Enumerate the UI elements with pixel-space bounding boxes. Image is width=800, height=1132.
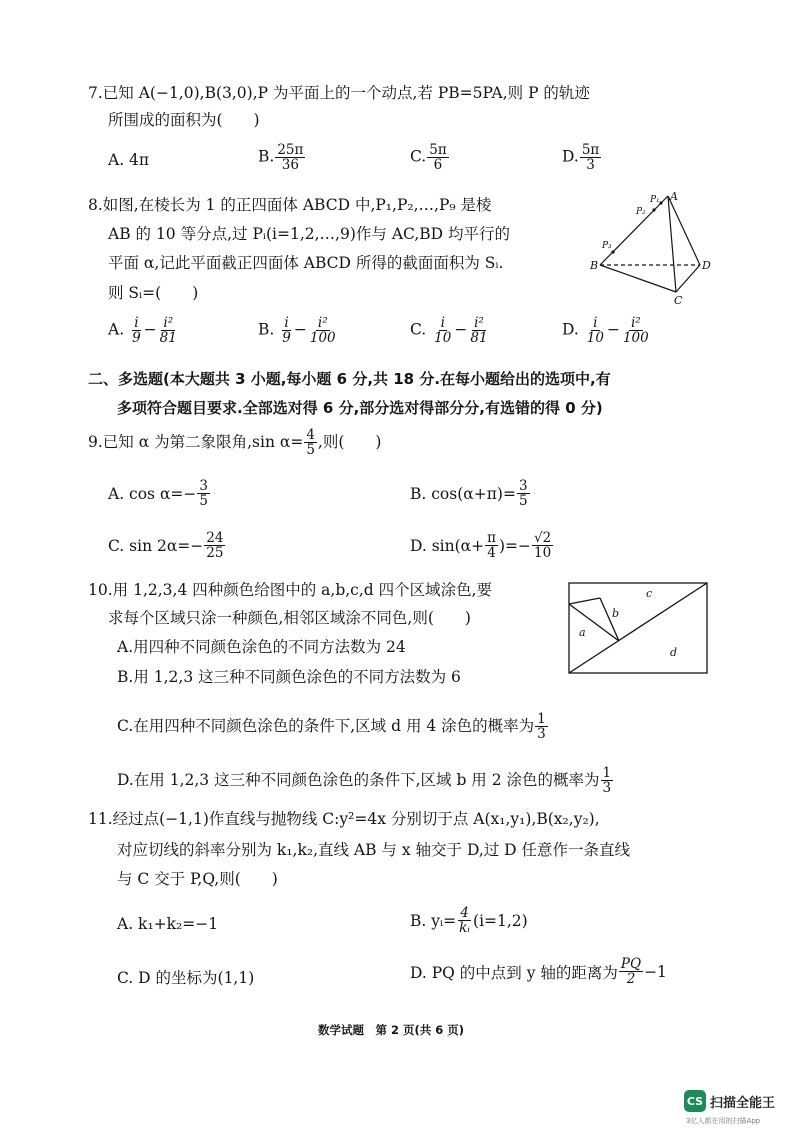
- q7-option-d: D. $\frac{5\pi}{3}$: [562, 142, 600, 174]
- q10-option-a: A.用四种不同颜色涂色的不同方法数为 24: [117, 638, 406, 656]
- q7-line2: 所围成的面积为( ): [108, 111, 260, 129]
- label-c: C: [674, 294, 683, 307]
- q9-option-c: C. sin 2α=− $\frac{24}{25}$: [108, 530, 224, 562]
- q8-option-c: C. $\frac{i}{10}$ − $\frac{\text{i²}}{81}$: [410, 315, 488, 347]
- region-diagram: [566, 580, 712, 678]
- label-p1: P₁: [650, 195, 660, 205]
- label-a: A: [670, 190, 678, 203]
- scanner-watermark: [684, 1090, 775, 1112]
- q9-option-a: A. cos α=− $\frac{3}{5}$: [108, 478, 208, 510]
- q11-line1: 11.经过点(−1,1)作直线与抛物线 C:y²=4x 分别切于点 A(x₁,y₁),B(x₂,y₂),: [88, 810, 600, 828]
- main-diagonal: [569, 583, 707, 673]
- q9-option-d: D. sin(α+ $\frac{\pi}{4}$ )=− $\frac{√2}{10}$: [410, 530, 552, 562]
- q8-option-a: A. $\frac{i}{9}$ − $\frac{\text{i²}}{81}$: [108, 315, 177, 347]
- q11-option-a: A. k₁+k₂=−1: [117, 915, 219, 933]
- camscanner-logo-icon: CS: [684, 1090, 706, 1112]
- watermark-app-name: 扫描全能王: [710, 1095, 776, 1111]
- q9-option-b: B. cos(α+π)= $\frac{3}{5}$: [410, 478, 528, 510]
- q10-option-d: D.在用 1,2,3 这三种不同颜色涂色的条件下,区域 b 用 2 涂色的概率为 $\frac{1}{3}$: [117, 765, 612, 797]
- q7-option-b: B. $\frac{25\pi}{36}$: [258, 142, 304, 174]
- tetrahedron-figure: [590, 188, 720, 308]
- region-d-label: d: [670, 646, 678, 659]
- q7-option-c: C. $\frac{5\pi}{6}$: [410, 142, 447, 174]
- q11-option-d: D. PQ 的中点到 y 轴的距离为 $\frac{PQ}{2}$ −1: [410, 956, 667, 988]
- q11-option-b: B. yᵢ= $\frac{4}{\text{kᵢ}}$ (i=1,2): [410, 905, 528, 937]
- label-p3: P₃: [602, 241, 612, 251]
- label-p2: P₂: [636, 207, 646, 217]
- watermark-tagline: 3亿人都在用的扫描App: [686, 1117, 761, 1125]
- region-c-label: c: [646, 587, 653, 600]
- edge-ab: [600, 196, 668, 265]
- q10-line1: 10.用 1,2,3,4 四种颜色给图中的 a,b,c,d 四个区域涂色,要: [88, 581, 493, 599]
- edge-bc: [600, 265, 676, 292]
- edge-cd: [676, 265, 700, 292]
- q7-line1: 7.已知 A(−1,0),B(3,0),P 为平面上的一个动点,若 PB=5PA,则 P 的轨迹: [88, 84, 590, 102]
- region-a-label: a: [579, 626, 586, 639]
- q8-line2: AB 的 10 等分点,过 Pᵢ(i=1,2,…,9)作与 AC,BD 均平行的: [108, 225, 510, 243]
- q10-line2: 求每个区域只涂一种颜色,相邻区域涂不同色,则( ): [108, 609, 471, 627]
- q8-option-d: D. $\frac{i}{10}$ − $\frac{\text{i²}}{100}$: [562, 315, 649, 347]
- q11-line3: 与 C 交于 P,Q,则( ): [117, 870, 278, 888]
- divider-top-left: [569, 598, 600, 604]
- q9-stem: 9.已知 α 为第二象限角,sin α= $\frac{4}{5}$ ,则( ): [88, 427, 382, 459]
- q10-option-b: B.用 1,2,3 这三种不同颜色涂色的不同方法数为 6: [117, 668, 461, 686]
- q8-line1: 8.如图,在棱长为 1 的正四面体 ABCD 中,P₁,P₂,…,P₉ 是棱: [88, 196, 492, 214]
- section2-heading-line2: 多项符合题目要求.全部选对得 6 分,部分选对得部分分,有选错的得 0 分): [117, 399, 603, 417]
- section2-heading-line1: 二、多选题(本大题共 3 小题,每小题 6 分,共 18 分.在每小题给出的选项中,有: [88, 370, 611, 388]
- region-b-label: b: [612, 607, 620, 620]
- q10-option-c: C.在用四种不同颜色涂色的条件下,区域 d 用 4 涂色的概率为 $\frac{1}{3}$: [117, 711, 546, 743]
- q11-option-c: C. D 的坐标为(1,1): [117, 969, 255, 987]
- label-b: B: [590, 259, 599, 272]
- page-footer: 数学试题 第 2 页(共 6 页): [318, 1023, 465, 1037]
- q7-option-a: A. 4π: [108, 151, 150, 169]
- label-d: D: [702, 259, 711, 272]
- q11-line2: 对应切线的斜率分别为 k₁,k₂,直线 AB 与 x 轴交于 D,过 D 任意作一条直线: [117, 841, 631, 859]
- q8-line3: 平面 α,记此平面截正四面体 ABCD 所得的截面面积为 Sᵢ.: [108, 254, 504, 272]
- q8-option-b: B. $\frac{i}{9}$ − $\frac{\text{i²}}{100}$: [258, 315, 336, 347]
- q8-line4: 则 Sᵢ=( ): [108, 284, 199, 302]
